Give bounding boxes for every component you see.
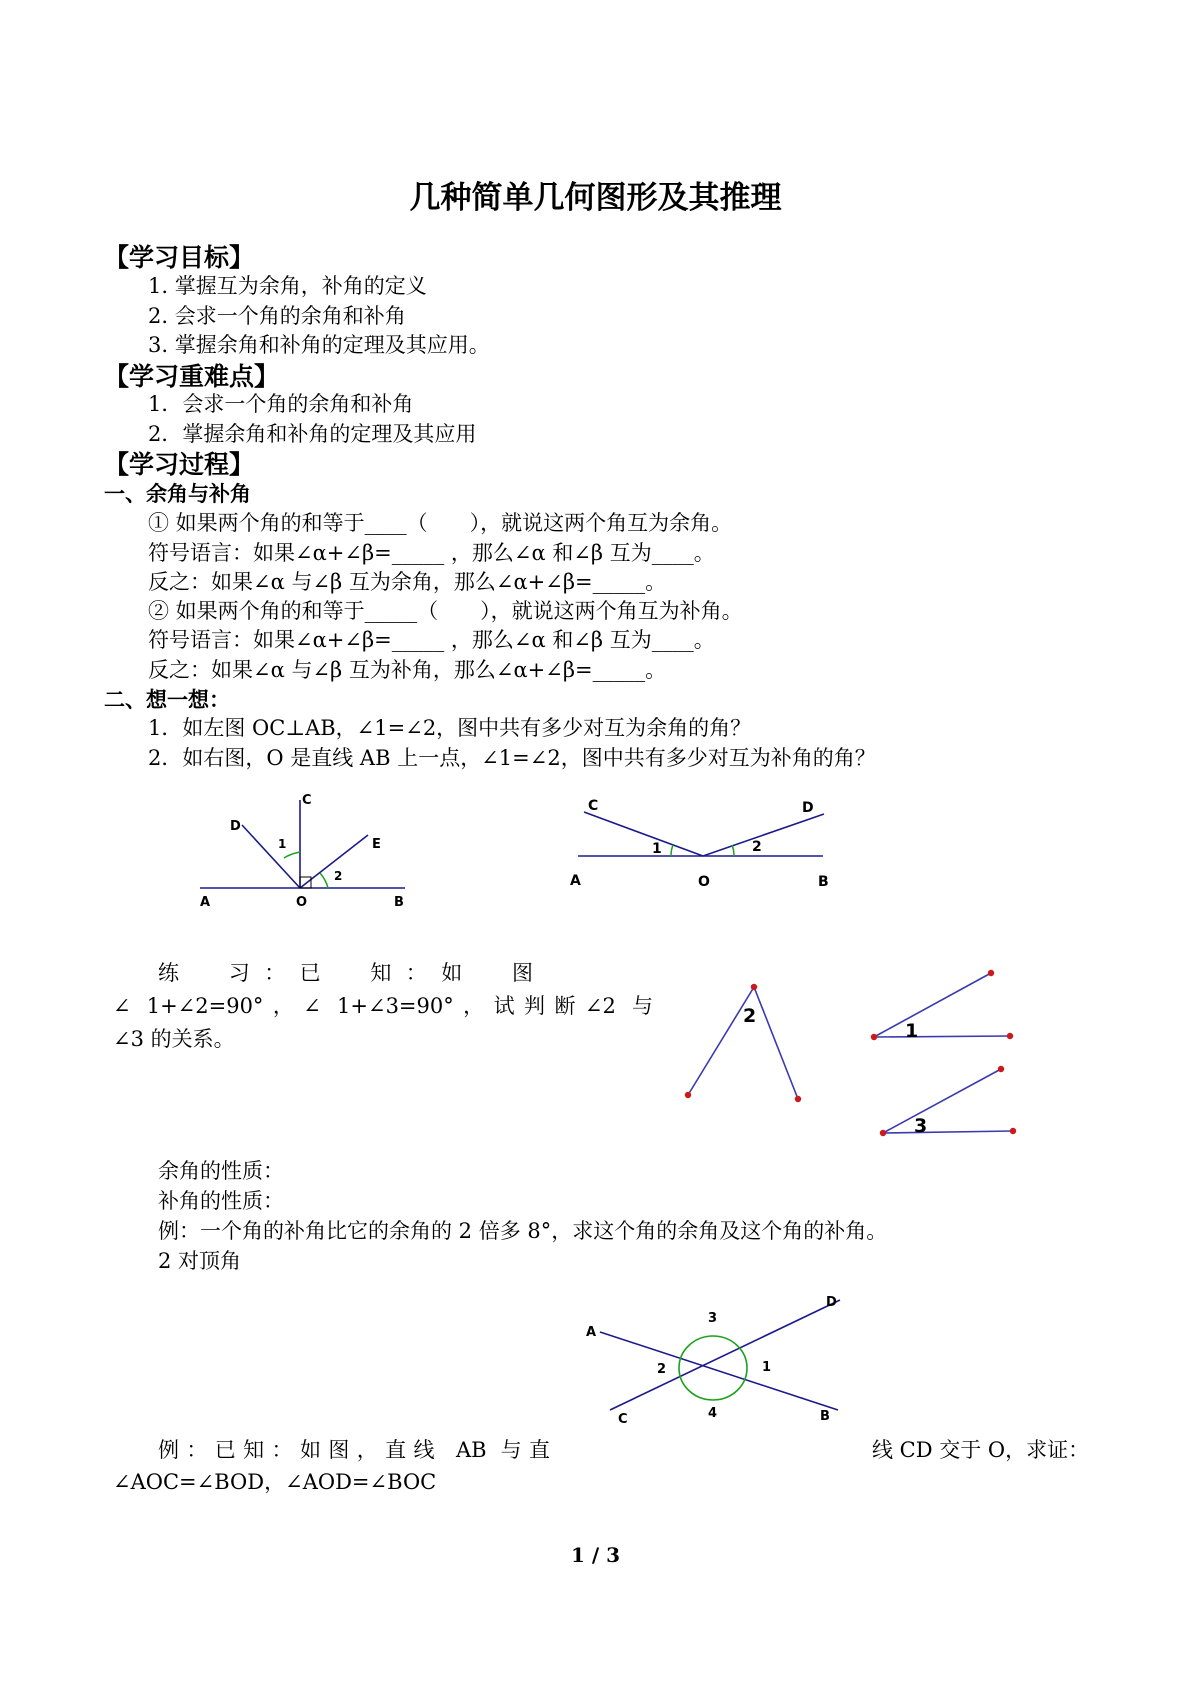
dot xyxy=(751,984,757,990)
label-b: B xyxy=(394,895,404,910)
goal-item: 2. 会求一个角的余角和补角 xyxy=(148,304,406,328)
angle2-left-ray xyxy=(688,987,757,1095)
angle1-upper-ray xyxy=(874,973,991,1037)
label-2: 2 xyxy=(657,1362,667,1377)
part2-heading: 二、想一想： xyxy=(104,688,230,712)
part2-line: 2．如右图，O 是直线 AB 上一点，∠1=∠2，图中共有多少对互为补角的角？ xyxy=(148,746,876,770)
part1-line: ② 如果两个角的和等于_____（ ），就说这两个角互为补角。 xyxy=(148,599,743,623)
label-d: D xyxy=(802,800,814,816)
key-item: 2．掌握余角和补角的定理及其应用 xyxy=(148,422,477,446)
angle3-upper-ray xyxy=(883,1069,1001,1133)
angle1-lower-ray xyxy=(874,1036,1010,1037)
label-2: 2 xyxy=(752,839,762,855)
line-cd xyxy=(610,1300,840,1410)
example2-line2: ∠AOC=∠BOD，∠AOD=∠BOC xyxy=(113,1470,437,1494)
line-od xyxy=(242,825,300,888)
part1-heading: 一、余角与补角 xyxy=(104,482,251,506)
part1-line: ① 如果两个角的和等于____（ ），就说这两个角互为余角。 xyxy=(148,511,733,535)
label-1: 1 xyxy=(762,1360,772,1375)
line-od xyxy=(703,814,824,856)
key-heading: 【学习重难点】 xyxy=(104,362,280,391)
label-a: A xyxy=(586,1325,597,1340)
exercise-line: ∠ 1+∠2=90°，∠ 1+∠3=90°，试判断∠2 与 xyxy=(113,994,653,1018)
label-3: 3 xyxy=(914,1115,928,1137)
property-line: 补角的性质： xyxy=(158,1189,284,1213)
page-number: 1 / 3 xyxy=(570,1543,621,1567)
label-2: 2 xyxy=(334,869,343,883)
angle3-lower-ray xyxy=(883,1131,1013,1133)
label-c: C xyxy=(618,1412,628,1427)
figure-supplementary xyxy=(570,790,840,890)
label-c: C xyxy=(302,793,312,808)
angle2-right-ray xyxy=(754,987,798,1099)
property-line: 2 对顶角 xyxy=(158,1249,242,1273)
label-d: D xyxy=(826,1295,837,1310)
example2-left: 例：已知：如图，直线 AB 与直 xyxy=(158,1438,550,1462)
label-e: E xyxy=(372,837,381,852)
dot xyxy=(880,1130,886,1136)
angle-arc-1 xyxy=(671,845,673,856)
dot xyxy=(795,1096,801,1102)
label-b: B xyxy=(820,1409,830,1424)
label-4: 4 xyxy=(708,1406,718,1421)
key-item: 1．会求一个角的余角和补角 xyxy=(148,392,414,416)
label-d: D xyxy=(230,819,241,834)
example2-right: 线 CD 交于 O，求证： xyxy=(872,1438,1090,1462)
page-title: 几种简单几何图形及其推理 xyxy=(409,180,782,216)
exercise-line: 练 习：已 知：如 图 xyxy=(158,961,533,985)
label-c: C xyxy=(588,798,599,814)
angle-arc-1 xyxy=(284,852,300,858)
label-1: 1 xyxy=(278,837,287,851)
figure-perpendicular xyxy=(190,790,430,920)
figure-angles-123 xyxy=(680,975,1030,1155)
part1-line: 符号语言：如果∠α+∠β=_____ ，那么∠α 和∠β 互为____。 xyxy=(148,628,715,652)
angle-arc-2 xyxy=(320,873,328,888)
dot xyxy=(685,1092,691,1098)
label-a: A xyxy=(200,895,211,910)
exercise-line: ∠3 的关系。 xyxy=(113,1027,235,1051)
goal-item: 3. 掌握余角和补角的定理及其应用。 xyxy=(148,333,490,357)
part1-line: 符号语言：如果∠α+∠β=_____ ，那么∠α 和∠β 互为____。 xyxy=(148,541,715,565)
dot xyxy=(1010,1128,1016,1134)
part1-line: 反之：如果∠α 与∠β 互为余角，那么∠α+∠β=_____。 xyxy=(148,570,667,594)
label-3: 3 xyxy=(708,1311,718,1326)
label-b: B xyxy=(818,874,829,890)
dot xyxy=(998,1066,1004,1072)
label-o: O xyxy=(296,895,308,910)
property-line: 余角的性质： xyxy=(158,1159,284,1183)
dot xyxy=(1007,1033,1013,1039)
line-oc xyxy=(584,812,703,856)
label-1: 1 xyxy=(905,1020,919,1042)
part1-line: 反之：如果∠α 与∠β 互为补角，那么∠α+∠β=_____。 xyxy=(148,658,667,682)
angle-circle xyxy=(679,1336,747,1400)
figure-vertical-angles xyxy=(580,1280,850,1425)
goals-heading: 【学习目标】 xyxy=(104,243,255,272)
goal-item: 1. 掌握互为余角，补角的定义 xyxy=(148,274,427,298)
label-a: A xyxy=(570,873,581,889)
label-o: O xyxy=(698,874,710,890)
process-heading: 【学习过程】 xyxy=(104,450,255,479)
angle-arc-2 xyxy=(732,845,734,856)
property-line: 例：一个角的补角比它的余角的 2 倍多 8°，求这个角的余角及这个角的补角。 xyxy=(158,1219,888,1243)
dot xyxy=(871,1034,877,1040)
label-1: 1 xyxy=(652,841,662,857)
dot xyxy=(988,970,994,976)
part2-line: 1．如左图 OC⊥AB，∠1=∠2，图中共有多少对互为余角的角？ xyxy=(148,716,752,740)
label-2: 2 xyxy=(743,1005,757,1027)
